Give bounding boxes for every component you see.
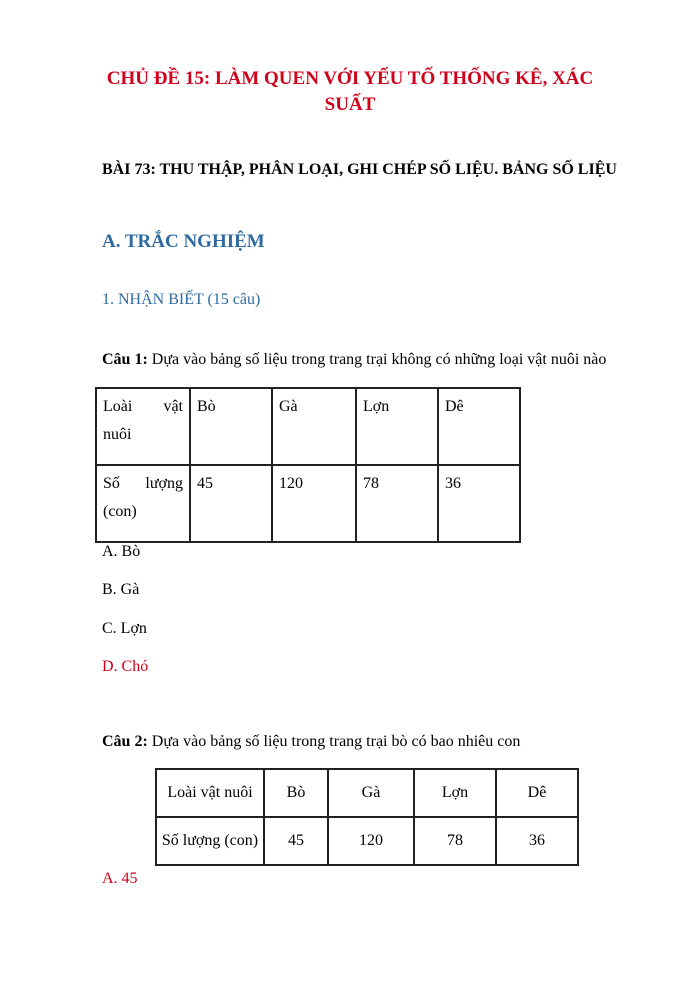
table-cell: Loài vật nuôi xyxy=(156,769,264,817)
lesson-title: BÀI 73: THU THẬP, PHÂN LOẠI, GHI CHÉP SỐ LIỆU. BẢNG SỐ LIỆU xyxy=(102,161,617,178)
section-heading: A. TRẮC NGHIỆM xyxy=(102,231,265,252)
question-2-label: Câu 2: xyxy=(102,733,148,750)
table-row xyxy=(156,817,578,865)
question-2 xyxy=(102,733,520,751)
table-cell: Gà xyxy=(272,388,356,465)
question-1-text: Dựa vào bảng số liệu trong trang trại không có những loại vật nuôi nào xyxy=(147,351,607,368)
table-cell: 78 xyxy=(356,465,438,542)
option-b: B. Gà xyxy=(102,581,140,598)
livestock-table-2 xyxy=(155,768,579,866)
table-cell: Lợn xyxy=(356,388,438,465)
table-row xyxy=(156,769,578,817)
table-cell: 78 xyxy=(414,817,496,865)
table-cell: Dê xyxy=(496,769,578,817)
option-c: C. Lợn xyxy=(102,620,147,637)
option-d-answer: D. Chó xyxy=(102,658,149,675)
table-cell: 120 xyxy=(272,465,356,542)
subsection-heading: 1. NHẬN BIẾT (15 câu) xyxy=(102,291,261,308)
question-1 xyxy=(102,351,606,369)
livestock-table-1 xyxy=(95,387,521,543)
question-1-label: Câu 1: xyxy=(102,351,148,368)
option-a: A. Bò xyxy=(102,543,141,560)
table-cell: 36 xyxy=(438,465,520,542)
table-cell: Số lượng (con) xyxy=(156,817,264,865)
option-a-answer: A. 45 xyxy=(102,870,138,887)
table-cell: Số lượng (con) xyxy=(96,465,190,542)
table-cell: 120 xyxy=(328,817,414,865)
question-2-text: Dựa vào bảng số liệu trong trang trại bò có bao nhiêu con xyxy=(147,733,521,750)
table-cell: 45 xyxy=(264,817,328,865)
table-cell: 45 xyxy=(190,465,272,542)
table-cell: Bò xyxy=(190,388,272,465)
table-row xyxy=(96,465,520,542)
table-cell: 36 xyxy=(496,817,578,865)
table-cell: Dê xyxy=(438,388,520,465)
table-cell: Lợn xyxy=(414,769,496,817)
table-row xyxy=(96,388,520,465)
table-cell: Gà xyxy=(328,769,414,817)
table-cell: Bò xyxy=(264,769,328,817)
topic-title: CHỦ ĐỀ 15: LÀM QUEN VỚI YẾU TỐ THỐNG KÊ, XÁC SUẤT xyxy=(106,68,594,115)
table-cell: Loài vật nuôi xyxy=(96,388,190,465)
